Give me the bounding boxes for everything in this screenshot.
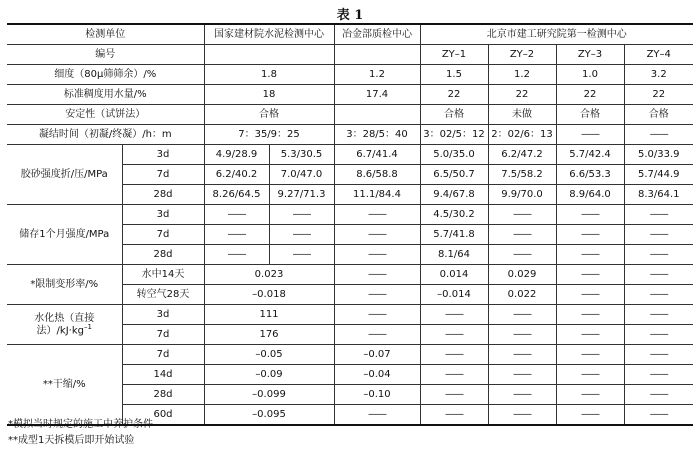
cell-value: 6.6/53.3	[556, 165, 624, 185]
cell-value: –0.099	[204, 385, 334, 405]
cell-value: –0.095	[204, 405, 334, 426]
cell-value: 111	[204, 305, 334, 325]
cell-value: –0.07	[334, 345, 420, 365]
cell-value: 合格	[556, 105, 624, 125]
row-soundness	[7, 105, 693, 125]
cell-value: –0.014	[420, 285, 488, 305]
cell-value: 1.2	[334, 65, 420, 85]
cell-dash: ——	[556, 125, 624, 145]
cell-value: 3：28/5：40	[334, 125, 420, 145]
cell-dash: ——	[334, 285, 420, 305]
label-fineness: 细度（80μ筛筛余）/%	[7, 65, 204, 85]
cell-value: 4.5/30.2	[420, 205, 488, 225]
label-expansion: *限制变形率/%	[7, 265, 122, 305]
cell-value: 5.7/42.4	[556, 145, 624, 165]
cell-dash: ——	[624, 385, 693, 405]
cell-dash: ——	[420, 305, 488, 325]
age-cell: 7d	[122, 225, 204, 245]
cell-value: 22	[556, 85, 624, 105]
cell-dash: ——	[624, 325, 693, 345]
cell-empty	[334, 45, 420, 65]
cell-value: 7.0/47.0	[269, 165, 334, 185]
footnote-1: *模拟当时规定的施工中养护条件	[8, 419, 153, 430]
cell-value: 22	[488, 85, 556, 105]
cell-value: 8.26/64.5	[204, 185, 269, 205]
cell-dash: ——	[556, 285, 624, 305]
cell-dash: ——	[488, 345, 556, 365]
row-mortar-3d	[7, 145, 693, 165]
cell-value: 2：02/6：13	[488, 125, 556, 145]
cell-value: 3：02/5：12	[420, 125, 488, 145]
code-zy4: ZY–4	[624, 45, 693, 65]
cell-dash: ——	[556, 245, 624, 265]
cell-dash: ——	[488, 365, 556, 385]
row-code	[7, 45, 693, 65]
age-cell: 7d	[122, 345, 204, 365]
cell-dash: ——	[204, 245, 269, 265]
cell-value: 5.7/41.8	[420, 225, 488, 245]
cell-dash: ——	[624, 365, 693, 385]
cell-value: 6.7/41.4	[334, 145, 420, 165]
header-unit: 检测单位	[7, 24, 204, 45]
cell-dash: ——	[488, 405, 556, 426]
label-hydration: 水化热（直接法）$/kJ\cdot kg^{-1}$	[7, 305, 122, 345]
age-cell: 3d	[122, 205, 204, 225]
cell-dash: ——	[556, 305, 624, 325]
label-water: 标准稠度用水量/%	[7, 85, 204, 105]
cond-cell: 水中14天	[122, 265, 204, 285]
cell-dash: ——	[556, 345, 624, 365]
cell-value: 4.9/28.9	[204, 145, 269, 165]
cell-value: 1.5	[420, 65, 488, 85]
cell-value: 11.1/84.4	[334, 185, 420, 205]
cell-value: 176	[204, 325, 334, 345]
cell-dash: ——	[556, 325, 624, 345]
cell-value: 0.029	[488, 265, 556, 285]
cell-value: –0.04	[334, 365, 420, 385]
cell-value: 17.4	[334, 85, 420, 105]
cell-dash: ——	[204, 225, 269, 245]
code-zy2: ZY–2	[488, 45, 556, 65]
cell-value: 8.1/64	[420, 245, 488, 265]
cell-dash: ——	[556, 385, 624, 405]
label-mortar: 胶砂强度折/压/MPa	[7, 145, 122, 205]
cell-value: 22	[624, 85, 693, 105]
cell-value: 6.2/40.2	[204, 165, 269, 185]
table-caption: 表 1	[336, 8, 364, 23]
cell-dash: ——	[488, 205, 556, 225]
cell-value: 1.0	[556, 65, 624, 85]
cell-dash: ——	[488, 325, 556, 345]
age-cell: 28d	[122, 185, 204, 205]
test-results-table	[7, 23, 693, 426]
cell-dash: ——	[488, 245, 556, 265]
cell-dash: ——	[334, 325, 420, 345]
cell-dash: ——	[334, 265, 420, 285]
cell-dash: ——	[420, 345, 488, 365]
cell-value: 9.27/71.3	[269, 185, 334, 205]
cell-dash: ——	[334, 405, 420, 426]
age-cell: 14d	[122, 365, 204, 385]
cell-value: 合格	[420, 105, 488, 125]
cell-value: –0.09	[204, 365, 334, 385]
cell-value: 未做	[488, 105, 556, 125]
age-cell: 28d	[122, 385, 204, 405]
cell-value: 合格	[624, 105, 693, 125]
header-beijing: 北京市建工研究院第一检测中心	[420, 24, 693, 45]
cell-dash: ——	[556, 405, 624, 426]
cell-value: 8.3/64.1	[624, 185, 693, 205]
label-soundness: 安定性（试饼法）	[7, 105, 204, 125]
cell-value: 5.3/30.5	[269, 145, 334, 165]
cell-empty	[204, 45, 334, 65]
cell-empty	[334, 105, 420, 125]
cell-value: 合格	[204, 105, 334, 125]
cond-cell: 转空气28天	[122, 285, 204, 305]
row-hydration-3d	[7, 305, 693, 325]
cell-dash: ——	[204, 205, 269, 225]
cell-dash: ——	[624, 345, 693, 365]
cell-dash: ——	[624, 285, 693, 305]
cell-value: 1.2	[488, 65, 556, 85]
cell-dash: ——	[420, 365, 488, 385]
row-setting-time	[7, 125, 693, 145]
row-expansion-water	[7, 265, 693, 285]
cell-dash: ——	[334, 305, 420, 325]
cell-dash: ——	[420, 385, 488, 405]
cell-value: 6.5/50.7	[420, 165, 488, 185]
cell-dash: ——	[624, 245, 693, 265]
row-storage-3d	[7, 205, 693, 225]
cell-value: 5.0/35.0	[420, 145, 488, 165]
cell-dash: ——	[334, 245, 420, 265]
cell-dash: ——	[334, 205, 420, 225]
cell-dash: ——	[624, 265, 693, 285]
age-cell: 7d	[122, 325, 204, 345]
age-cell: 3d	[122, 305, 204, 325]
cell-dash: ——	[624, 405, 693, 426]
cell-value: 9.4/67.8	[420, 185, 488, 205]
footnote-2: **成型1天拆模后即开始试验	[8, 435, 135, 446]
cell-dash: ——	[420, 405, 488, 426]
age-cell: 7d	[122, 165, 204, 185]
header-metallurgy: 冶金部质检中心	[334, 24, 420, 45]
cell-dash: ——	[420, 325, 488, 345]
code-zy1: ZY–1	[420, 45, 488, 65]
cell-value: 22	[420, 85, 488, 105]
header-cbma: 国家建材院水泥检测中心	[204, 24, 334, 45]
row-fineness	[7, 65, 693, 85]
code-zy3: ZY–3	[556, 45, 624, 65]
cell-value: 6.2/47.2	[488, 145, 556, 165]
cell-value: 5.7/44.9	[624, 165, 693, 185]
cell-value: –0.018	[204, 285, 334, 305]
cell-value: 9.9/70.0	[488, 185, 556, 205]
cell-dash: ——	[624, 205, 693, 225]
cell-value: 1.8	[204, 65, 334, 85]
cell-value: 0.022	[488, 285, 556, 305]
cell-value: –0.05	[204, 345, 334, 365]
row-water-demand	[7, 85, 693, 105]
cell-dash: ——	[269, 245, 334, 265]
cell-dash: ——	[556, 205, 624, 225]
cell-dash: ——	[556, 365, 624, 385]
cell-value: 7.5/58.2	[488, 165, 556, 185]
cell-value: 3.2	[624, 65, 693, 85]
row-shrinkage-7d	[7, 345, 693, 365]
cell-dash: ——	[624, 225, 693, 245]
cell-dash: ——	[488, 225, 556, 245]
header-row	[7, 24, 693, 45]
cell-value: –0.10	[334, 385, 420, 405]
label-setting: 凝结时间（初凝/终凝）/h：m	[7, 125, 204, 145]
cell-value: 7：35/9：25	[204, 125, 334, 145]
label-shrinkage: **干缩/%	[7, 345, 122, 426]
age-cell: 28d	[122, 245, 204, 265]
cell-dash: ——	[556, 265, 624, 285]
age-cell: 60d	[122, 405, 204, 426]
cell-dash: ——	[269, 205, 334, 225]
label-code: 编号	[7, 45, 204, 65]
cell-value: 0.023	[204, 265, 334, 285]
age-cell: 3d	[122, 145, 204, 165]
cell-dash: ——	[556, 225, 624, 245]
cell-value: 8.6/58.8	[334, 165, 420, 185]
cell-dash: ——	[624, 125, 693, 145]
cell-value: 8.9/64.0	[556, 185, 624, 205]
cell-dash: ——	[488, 305, 556, 325]
cell-value: 5.0/33.9	[624, 145, 693, 165]
cell-value: 0.014	[420, 265, 488, 285]
cell-dash: ——	[269, 225, 334, 245]
table-footnotes	[8, 417, 153, 449]
cell-value: 18	[204, 85, 334, 105]
cell-dash: ——	[488, 385, 556, 405]
cell-dash: ——	[624, 305, 693, 325]
label-storage: 储存1个月强度/MPa	[7, 205, 122, 265]
cell-dash: ——	[334, 225, 420, 245]
